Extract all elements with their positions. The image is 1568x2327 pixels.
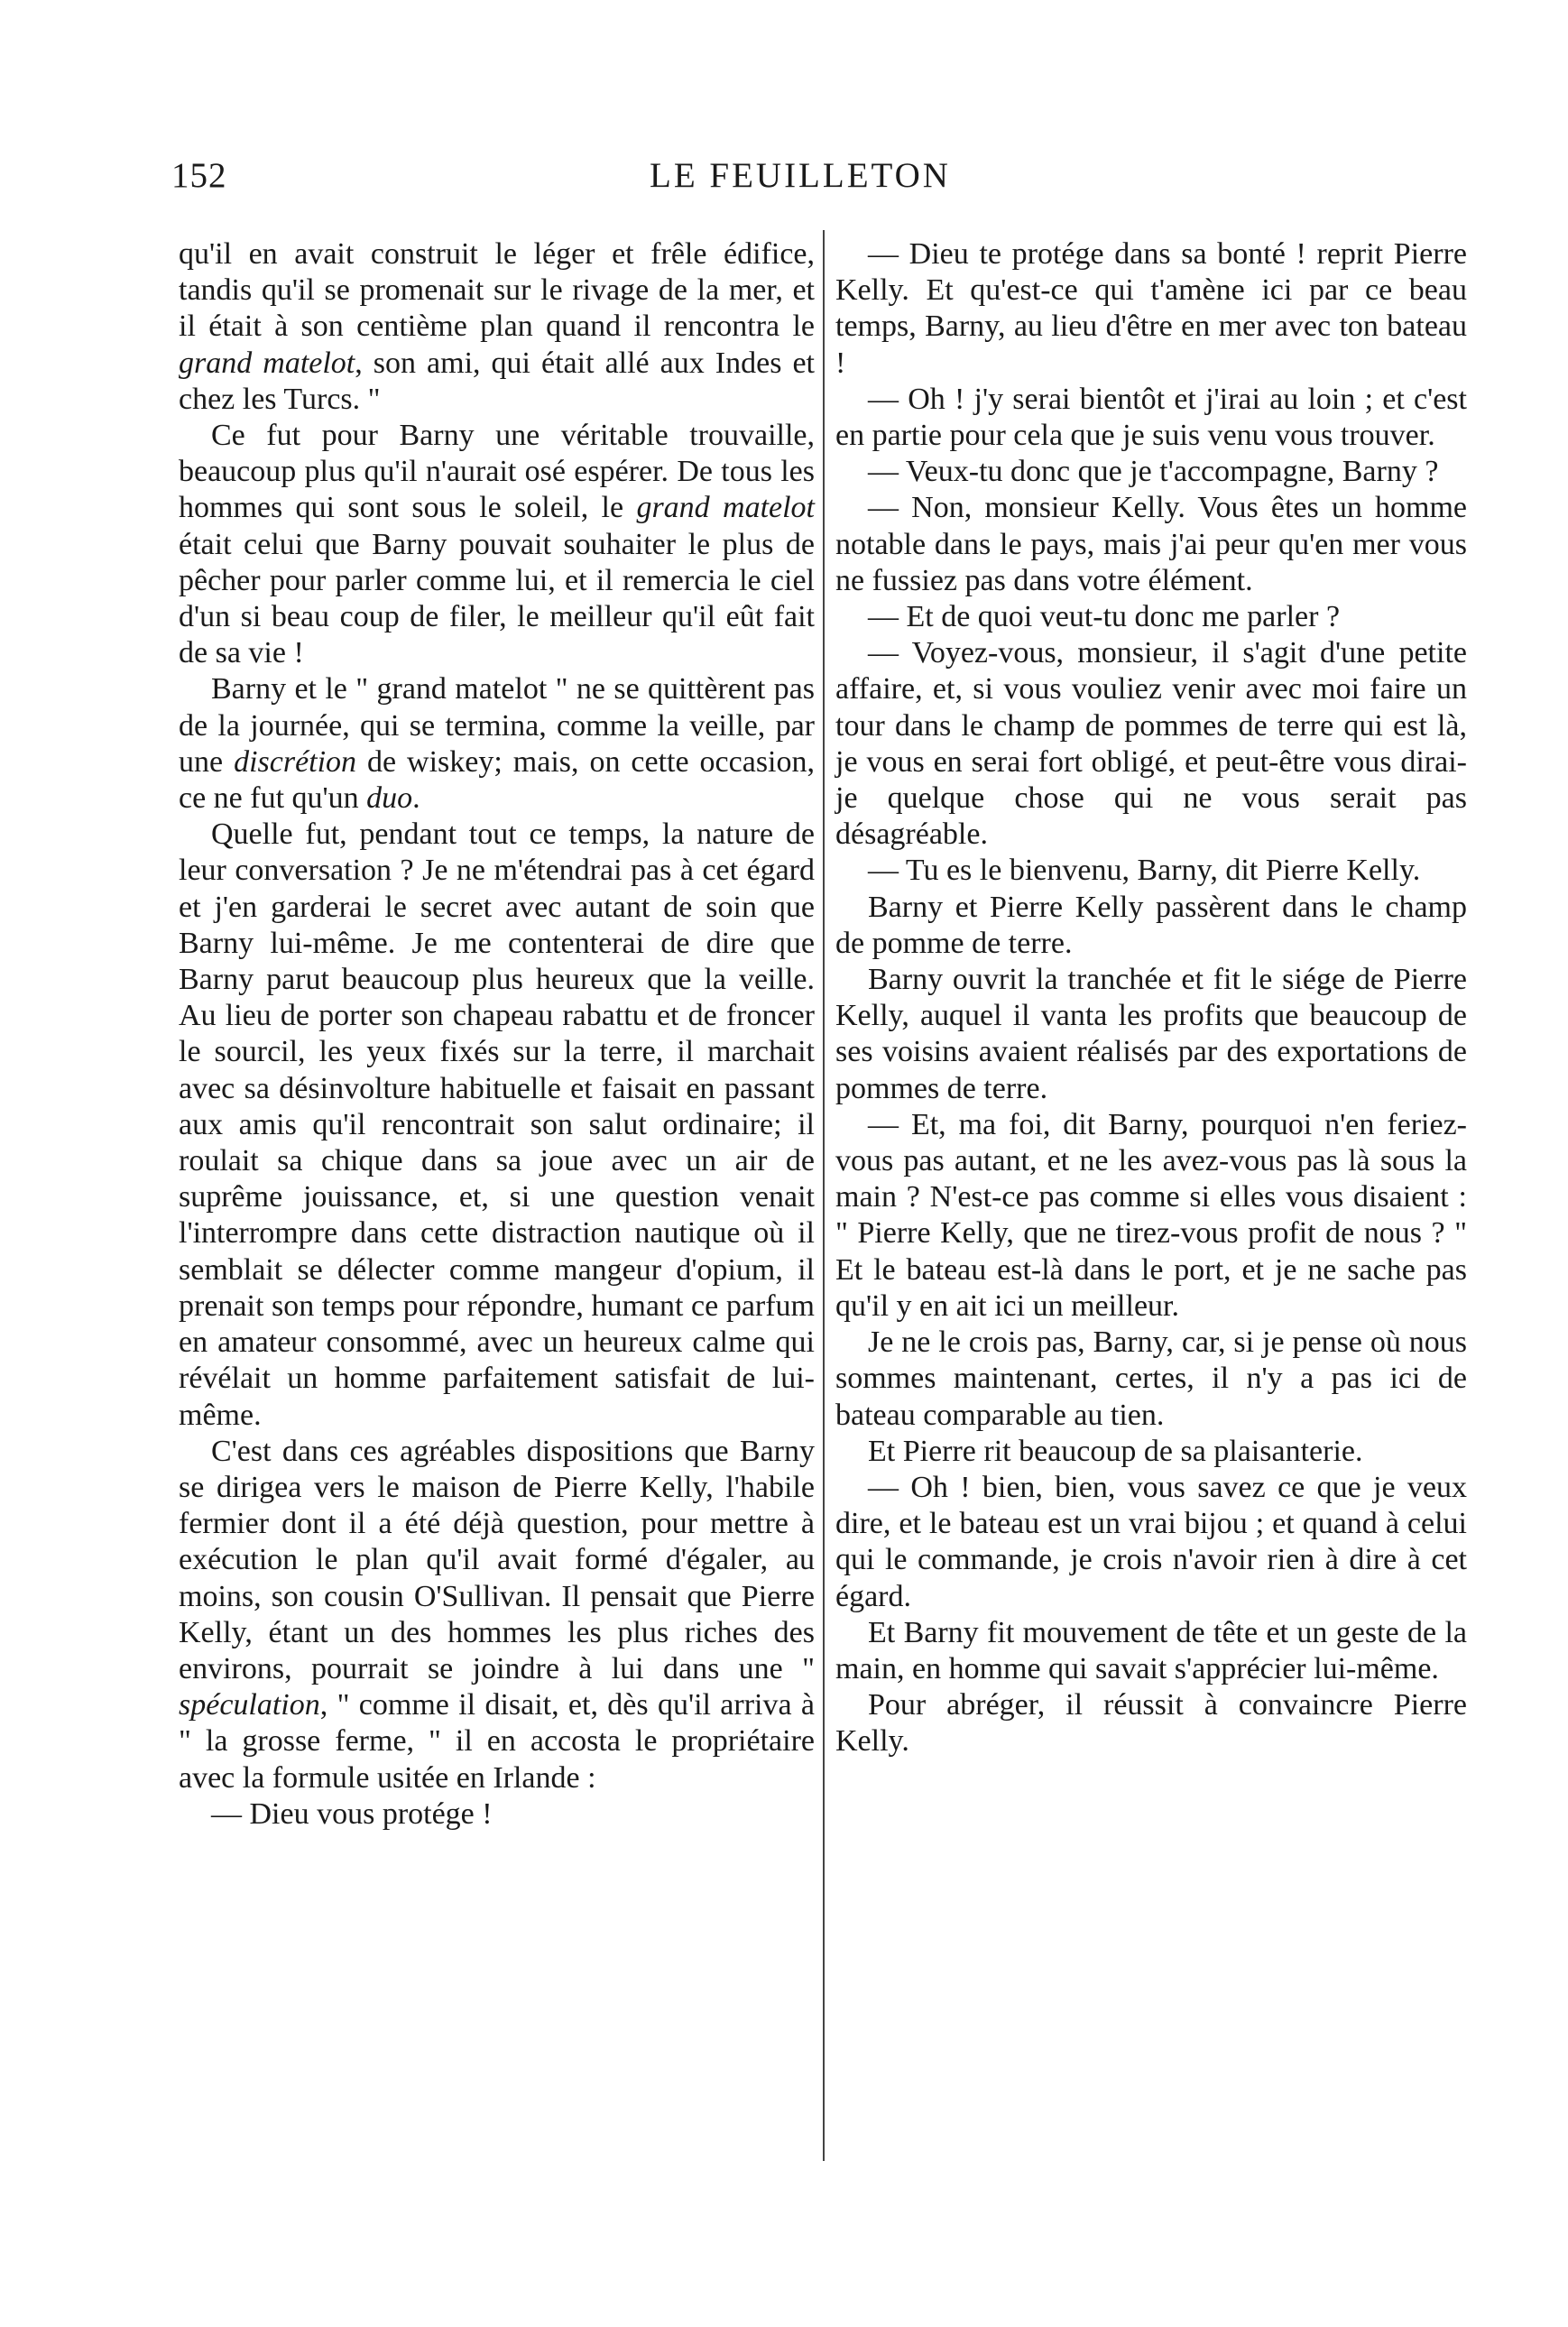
- paragraph: [835, 1434, 1467, 1470]
- italic-text: duo: [366, 781, 413, 816]
- paragraph-text: Et Pierre rit beaucoup de sa plaisanterie.: [868, 1434, 1363, 1468]
- paragraph-text: Ce fut pour Barny une véritable trouvaille, beaucoup plus qu'il n'aurait osé espérer. De tous les hommes qui sont sous le soleil, le: [179, 419, 815, 525]
- paragraph-text: , " comme il disait, et, dès qu'il arriva à " la grosse ferme, " il en accosta le propriétaire avec la formule usitée en Irlande :: [179, 1688, 815, 1795]
- paragraph-text: Pour abréger, il réussit à convaincre Pierre Kelly.: [835, 1688, 1467, 1759]
- paragraph-text: — Oh ! j'y serai bientôt et j'irai au loin ; et c'est en partie pour cela que je suis venu vous trouver.: [835, 382, 1467, 453]
- paragraph-text: , son ami, qui était allé aux Indes et chez les Turcs. ": [179, 346, 816, 416]
- paragraph: [179, 817, 815, 1433]
- page-number: 152: [171, 156, 227, 195]
- running-title: LE FEUILLETON: [650, 156, 951, 195]
- paragraph: [835, 1325, 1467, 1434]
- paragraph: [835, 1615, 1467, 1687]
- paragraph-text: C'est dans ces agréables dispositions que Barny se dirigea vers le maison de Pierre Kelly, l'habile fermier dont il a été déjà question, pour mettre à exécution le plan qu'il avait formé d'égaler, au moins, son cousin O'Sullivan. Il pensait que Pierre Kelly, étant un des hommes les plus riches des environs, pourrait se joindre à lui dans une ": [179, 1434, 815, 1685]
- paragraph: [179, 1434, 815, 1796]
- paragraph: [835, 890, 1467, 962]
- italic-text: discrétion: [234, 744, 357, 779]
- paragraph-text: était celui que Barny pouvait souhaiter le plus de pêcher pour parler comme lui, et il remercia le ciel d'un si beau coup de filer, le meilleur qu'il eût fait de sa vie !: [179, 527, 815, 670]
- paragraph-text: Barny ouvrit la tranchée et fit le siége de Pierre Kelly, auquel il vanta les profits que beaucoup de ses voisins avaient réalisés par des exportations de pommes de terre.: [835, 963, 1467, 1105]
- paragraph: [835, 962, 1467, 1107]
- paragraph-text: qu'il en avait construit le léger et frêle édifice, tandis qu'il se promenait sur le rivage de la mer, et il était à son centième plan quand il rencontra le: [179, 237, 815, 344]
- paragraph-text: de wiskey; mais, on cette occasion, ce ne fut qu'un: [179, 744, 815, 816]
- paragraph: [835, 1107, 1467, 1325]
- paragraph: [179, 236, 815, 418]
- paragraph-text: Quelle fut, pendant tout ce temps, la nature de leur conversation ? Je ne m'étendrai pas à cet égard et j'en garderai le secret avec autant de soin que Barny lui-même. Je me contenterai de dire que Barny parut beaucoup plus heureux que la veille. Au lieu de porter son chapeau rabattu et de froncer le sourcil, les yeux fixés sur la terre, il marchait avec sa désinvolture habituelle et faisait en passant aux amis qu'il rencontrait son salut ordinaire; il roulait sa chique dans sa joue avec un air de suprême jouissance, et, si une question venait l'interrompre dans cette distraction nautique où il semblait se délecter comme mangeur d'opium, il prenait son temps pour répondre, humant ce parfum en amateur consommé, avec un heureux calme qui révélait un homme parfaitement satisfait de lui-même.: [179, 817, 815, 1432]
- paragraph: [835, 382, 1467, 454]
- paragraph-text: — Veux-tu donc que je t'accompagne, Barny ?: [868, 455, 1439, 489]
- paragraph-text: — Dieu vous protége !: [211, 1796, 493, 1831]
- italic-text: grand matelot: [636, 491, 815, 525]
- paragraph-text: — Voyez-vous, monsieur, il s'agit d'une petite affaire, et, si vous vouliez venir avec moi faire un tour dans le champ de pommes de terre qui est là, je vous en serai fort obligé, et peut-être vous dirai-je quelque chose qui ne vous serait pas désagréable.: [835, 636, 1467, 852]
- paragraph: [835, 1470, 1467, 1615]
- paragraph: [835, 635, 1467, 853]
- paragraph-text: — Non, monsieur Kelly. Vous êtes un homme notable dans le pays, mais j'ai peur qu'en mer vous ne fussiez pas dans votre élément.: [835, 491, 1467, 597]
- page-header: [171, 155, 1462, 209]
- paragraph-text: Barny et Pierre Kelly passèrent dans le champ de pomme de terre.: [835, 890, 1467, 960]
- paragraph: [835, 454, 1467, 490]
- paragraph: [179, 1796, 815, 1833]
- paragraph-text: — Oh ! bien, bien, vous savez ce que je veux dire, et le bateau est un vrai bijou ; et quand à celui qui le commande, je crois n'avoir rien à dire à cet égard.: [835, 1470, 1467, 1613]
- paragraph: [179, 418, 815, 671]
- paragraph: [835, 236, 1467, 382]
- paragraph: [179, 671, 815, 817]
- paragraph-text: Barny et le " grand matelot " ne se quittèrent pas de la journée, qui se termina, comme la veille, par une: [179, 672, 815, 779]
- right-column: [835, 236, 1467, 1760]
- paragraph-text: Et Barny fit mouvement de tête et un geste de la main, en homme qui savait s'apprécier lui-même.: [835, 1615, 1467, 1685]
- italic-text: grand matelot: [179, 346, 355, 380]
- column-divider: [823, 230, 825, 2161]
- paragraph: [835, 1687, 1467, 1759]
- paragraph-text: — Et, ma foi, dit Barny, pourquoi n'en feriez-vous pas autant, et ne les avez-vous pas là sous la main ? N'est-ce pas comme si elles vous disaient : " Pierre Kelly, que ne tirez-vous profit de nous ? " Et le bateau est-là dans le port, et je ne sache pas qu'il y en ait ici un meilleur.: [835, 1107, 1467, 1323]
- paragraph: [835, 490, 1467, 599]
- italic-text: spéculation: [179, 1688, 320, 1722]
- paragraph-text: — Tu es le bienvenu, Barny, dit Pierre Kelly.: [868, 854, 1421, 888]
- paragraph-text: Je ne le crois pas, Barny, car, si je pense où nous sommes maintenant, certes, il n'y a pas ici de bateau comparable au tien.: [835, 1325, 1467, 1432]
- paragraph: [835, 599, 1467, 635]
- paragraph: [835, 853, 1467, 889]
- left-column: [179, 236, 815, 1833]
- paragraph-text: .: [412, 781, 420, 816]
- paragraph-text: — Dieu te protége dans sa bonté ! reprit Pierre Kelly. Et qu'est-ce qui t'amène ici par ce beau temps, Barny, au lieu d'être en mer avec ton bateau !: [835, 237, 1467, 380]
- paragraph-text: — Et de quoi veut-tu donc me parler ?: [868, 600, 1341, 634]
